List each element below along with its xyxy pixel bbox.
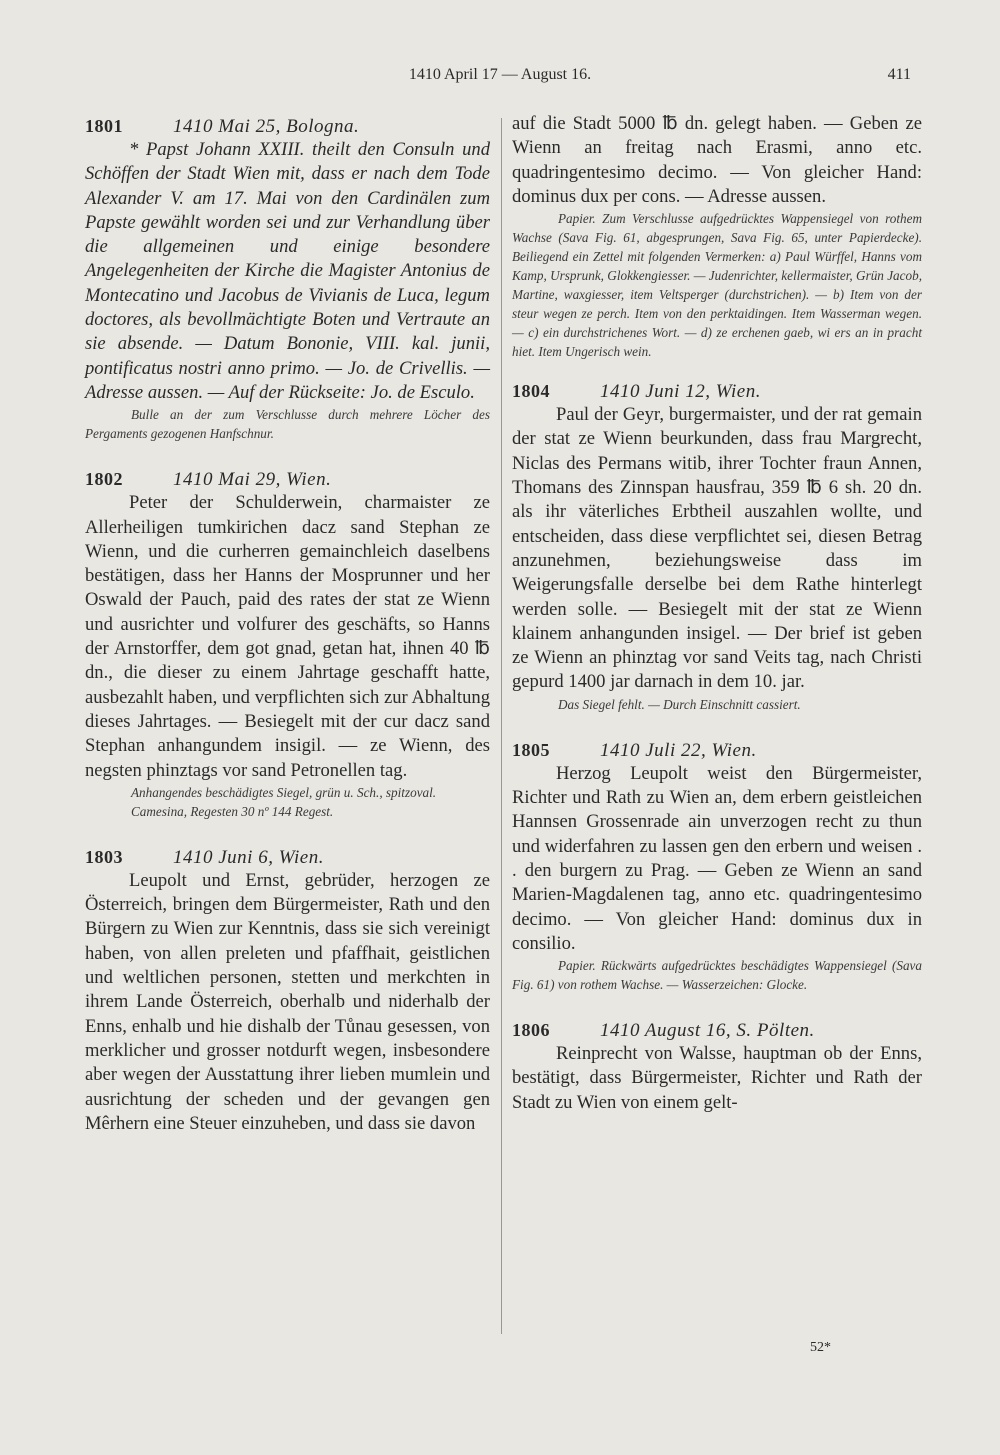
page-number: 411: [887, 66, 911, 83]
entry-body: Herzog Leupolt weist den Bürgermeister, Richter und Rath zu Wien an, dem erbern geistleichen Hannsen Grossenrade ain unverzogen recht zu thun und widerfahren zu lassen gen den erbern und weisen . . den burgern zu Prag. — Geben ze Wienn an sand Marien-Magdalenen tag, anno etc. quadringentesimo decimo. — Von gleicher Hand: dominus dux in consilio.: [512, 762, 922, 954]
entry-date: 1410 Juni 6, Wien.: [173, 846, 324, 868]
entry-date: 1410 Mai 25, Bologna.: [173, 116, 360, 137]
entry-date: 1410 Juni 12, Wien.: [600, 381, 761, 403]
entry-body: Leupolt und Ernst, gebrüder, herzogen ze Österreich, bringen dem Bürgermeister, Rath und den Bürgern zu Wien zur Kenntnis, dass sie sich vereinigt haben, von allen preleten und pfaffhait, geistlichen und weltlichen personen, stetten und merkchten in ihrem Lande Österreich, oberhalb und niderhalb der Enns, enhalb und hie dishalb der Tůnau gesessen, von merklicher und grosser notdurft wegen, insbesondere aber wegen der Ausstattung ihrer lieben mumlein und ausrichtung der scheden und der gevangen gen Mêrhern eine Steuer einzuheben, und dass sie davon: [85, 869, 490, 1134]
page-header: [0, 66, 1000, 90]
entry-number: 1805: [512, 739, 550, 760]
entry-note: Das Siegel fehlt. — Durch Einschnitt cassiert.: [558, 696, 801, 712]
entry-number: 1806: [512, 1020, 550, 1041]
entry-note-reference: Camesina, Regesten 30 nº 144 Regest.: [131, 803, 334, 819]
entry-number: 1802: [85, 469, 123, 490]
entry-1805: [512, 740, 922, 994]
entry-number: 1804: [512, 381, 550, 402]
column-divider: [501, 118, 502, 1334]
entry-number: 1801: [85, 116, 123, 136]
entry-date: 1410 August 16, S. Pölten.: [600, 1020, 815, 1042]
entry-body: Reinprecht von Walsse, hauptman ob der Enns, bestätigt, dass Bürgermeister, Richter und Rath der Stadt zu Wien von einem gelt-: [512, 1043, 922, 1113]
printer-signature: 52*: [810, 1340, 831, 1355]
entry-body: Paul der Geyr, burgermaister, und der rat gemain der stat ze Wienn beurkunden, dass frau Margrecht, Niclas des Permans witib, ihrer Tochter fraun Annen, Thomans des Zinnspan hausfrau, 359 ℔ 6 sh. 20 dn. als ihr väterliches Erbtheil auszahlen wollte, und entscheiden, dass diese verpflichtet sei, diesen Betrag anzunehmen, beziehungsweise dass im Weigerungsfalle derselbe bei dem Rathe hinterlegt werden solle. — Besiegelt mit der stat ze Wienn klainem anhangunden insigel. — Der brief ist geben ze Wienn an phinztag vor sand Veits tag, nach Christi gepurd 1400 jar darnach in dem 10. jar.: [512, 404, 922, 693]
entry-1803: [85, 847, 490, 1136]
entry-1802: [85, 469, 490, 821]
entry-note: Bulle an der zum Verschlusse durch mehrere Löcher des Pergaments gezogenen Hanfschnur.: [85, 407, 490, 442]
entry-date: 1410 Juli 22, Wien.: [600, 739, 757, 761]
entry-body: * Papst Johann XXIII. theilt den Consuln und Schöffen der Stadt Wien mit, dass er nach dem Tode Alexander V. am 17. Mai von den Cardinälen zum Papste gewählt worden sei und zur Verhandlung über die allgemeinen und einige besondere Angelegenheiten der Kirche die Magister Antonius de Montecatino und Jacobus de Vivianis de Luca, legum doctores, als bevollmächtigte Boten und Vertraute an sie absende. — Datum Bononie, VIII. kal. junii, pontificatus nostri anno primo. — Jo. de Crivellis. — Adresse aussen. — Auf der Rückseite: Jo. de Esculo.: [85, 139, 490, 403]
entry-body: Peter der Schulderwein, charmaister ze Allerheiligen tumkirichen dacz sand Stephan ze Wienn, und die curherren gemainchleich daselbens bestätigen, dass her Hanns der Mosprunner und her Oswald der Pauch, paid des rates der stat ze Wienn und ausrichter und volfurer des geschäfts, so Hanns der Arnstorffer, dem got gnad, getan hat, ihnen 40 ℔ dn., die dieser zu einem Jahrtage geschafft hatte, ausbezahlt haben, und verpflichten sich zur Abhaltung dieses Jahrtages. — Besiegelt mit der cur dacz sand Stephan anhangundem insigil. — ze Wienn, des negsten phinztags vor sand Petronellen tag.: [85, 492, 490, 781]
right-column: [512, 112, 922, 1115]
entry-1806: [512, 1020, 922, 1115]
entry-1803-continued: [512, 112, 922, 361]
entry-note: Papier. Zum Verschlusse aufgedrücktes Wappensiegel von rothem Wachse (Sava Fig. 61, abgesprungen, Sava Fig. 65, unter Papierdecke). Beiliegend ein Zettel mit folgenden Vermerken: a) Paul Würffel, Hanns vom Kamp, Ursprunk, Glokkengiesser. — Judenrichter, kellermaister, Grün Jacob, Martine, waxgiesser, item Veltsperger (durchstrichen). — b) Item von der steur wegen ze perch. Item von den perktaidingen. Item Wasserman wegen. — c) ein durchstrichenes Wort. — d) ze erchenen gaeb, wi ers an in pracht hiet. Item Ungerisch wein.: [512, 211, 922, 360]
entry-number: 1803: [85, 846, 123, 867]
entry-body-continuation: auf die Stadt 5000 ℔ dn. gelegt haben. — Geben ze Wienn an freitag nach Erasmi, anno etc. quadringentesimo decimo. — Von gleicher Hand: dominus dux per cons. — Adresse aussen.: [512, 113, 922, 207]
entry-1801: [85, 116, 490, 443]
entry-note: Anhangendes beschädigtes Siegel, grün u. Sch., spitzoval.: [131, 784, 437, 800]
entry-note: Papier. Rückwärts aufgedrücktes beschädigtes Wappensiegel (Sava Fig. 61) von rothem Wachse. — Wasserzeichen: Glocke.: [512, 958, 922, 993]
entry-date: 1410 Mai 29, Wien.: [173, 469, 332, 491]
running-title: 1410 April 17 — August 16.: [408, 66, 592, 83]
entry-1804: [512, 381, 922, 714]
left-column: [85, 112, 490, 1136]
